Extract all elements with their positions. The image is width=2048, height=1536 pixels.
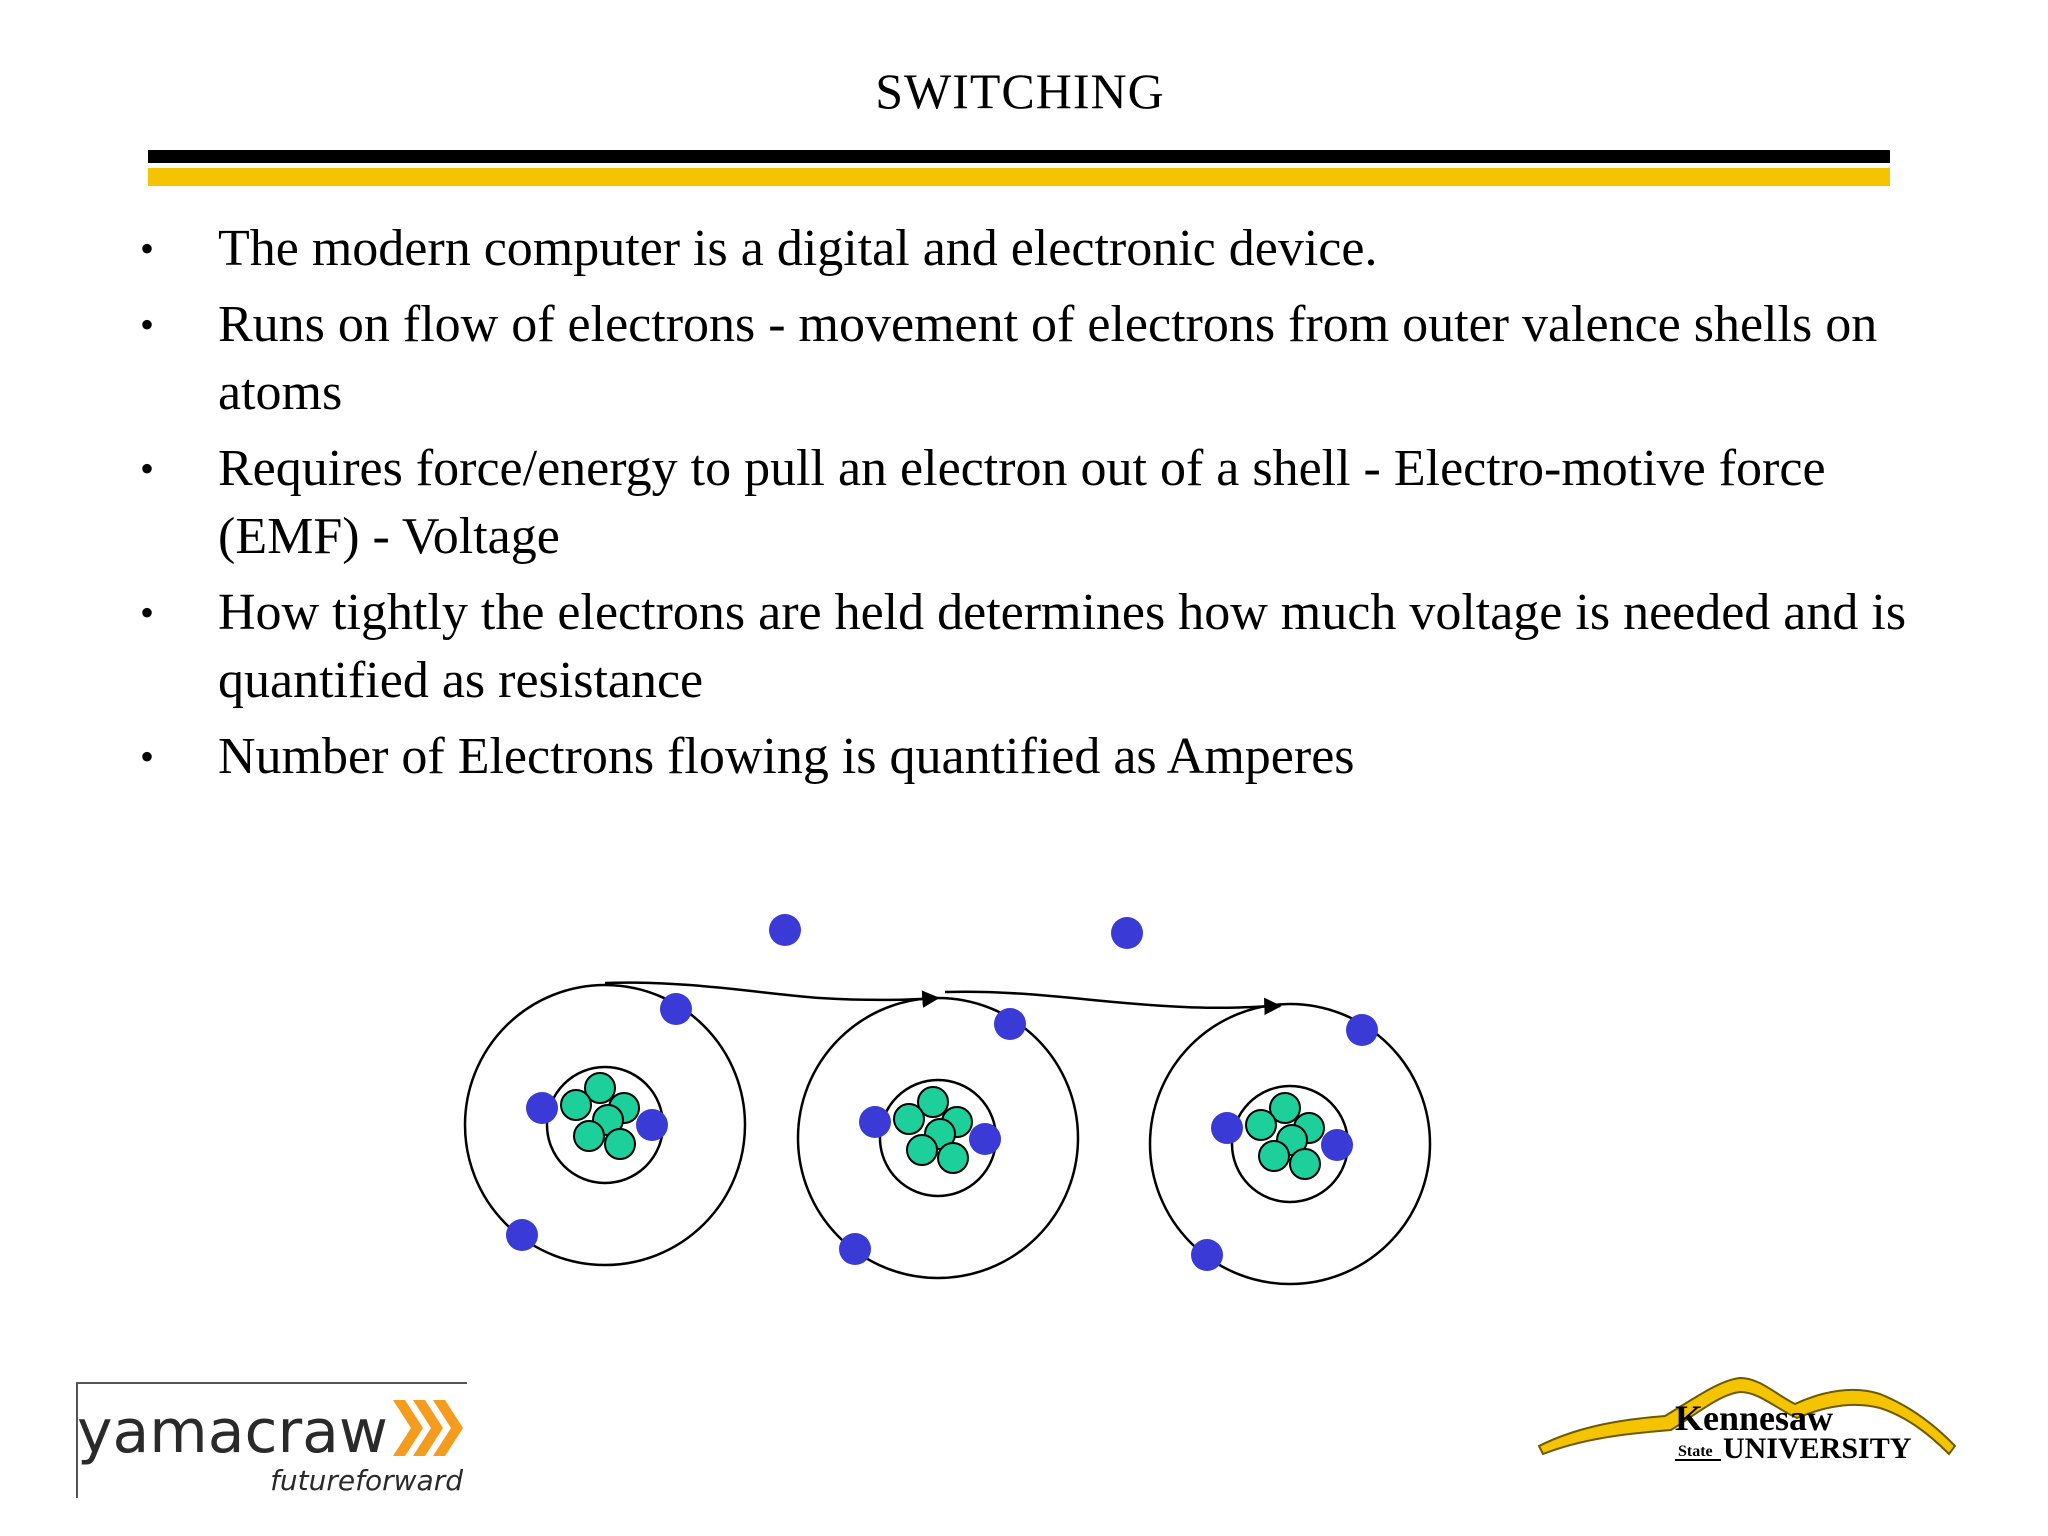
nucleon (894, 1104, 924, 1134)
ksu-line2: UNIVERSITY (1723, 1432, 1912, 1465)
bullet-text: Runs on flow of electrons - movement of electrons from outer valence shells on atoms (218, 296, 1878, 421)
bullet-list (140, 215, 1940, 799)
ksu-state: State (1678, 1443, 1713, 1460)
electron (969, 1123, 1001, 1155)
bullet-dot-icon: • (140, 734, 155, 779)
nucleon (1259, 1141, 1289, 1171)
electron (636, 1109, 668, 1141)
nucleon (1290, 1149, 1320, 1179)
nucleon (938, 1143, 968, 1173)
electron (506, 1219, 538, 1251)
yamacraw-wordmark: yamacraw (77, 1397, 388, 1467)
nucleon (561, 1090, 591, 1120)
electron (994, 1008, 1026, 1040)
electron (839, 1233, 871, 1265)
chevron-arrows-icon (393, 1400, 463, 1456)
yamacraw-logo (75, 1382, 475, 1498)
yamacraw-tagline: futureforward (270, 1464, 463, 1497)
bullet-item (140, 215, 1940, 283)
slide-title: SWITCHING (875, 63, 1165, 119)
bullet-item (140, 579, 1940, 715)
atom (1150, 1004, 1430, 1284)
header-rule-black (148, 150, 1890, 163)
free-electron (769, 914, 801, 946)
bullet-item (140, 723, 1940, 791)
electron (1346, 1014, 1378, 1046)
electron-flow-diagram (440, 890, 1460, 1310)
electron (1211, 1112, 1243, 1144)
electron (859, 1106, 891, 1138)
electron (526, 1092, 558, 1124)
bullet-text: Requires force/energy to pull an electron out of a shell - Electro-motive force (EMF) - Voltage (218, 440, 1826, 565)
bullet-dot-icon: • (140, 302, 155, 347)
nucleon (907, 1135, 937, 1165)
flow-arrow (605, 983, 938, 1000)
electron (660, 993, 692, 1025)
free-electron (1111, 917, 1143, 949)
atom (465, 985, 745, 1265)
nucleon (574, 1121, 604, 1151)
nucleon (1246, 1110, 1276, 1140)
bullet-dot-icon: • (140, 590, 155, 635)
ksu-line1: Kennesaw (1675, 1398, 1834, 1438)
electron (1321, 1129, 1353, 1161)
bullet-item (140, 291, 1940, 427)
bullet-text: Number of Electrons flowing is quantified as Amperes (218, 728, 1355, 785)
ksu-logo (1535, 1368, 1960, 1480)
nucleon (605, 1129, 635, 1159)
flow-arrow (945, 992, 1280, 1008)
bullet-text: The modern computer is a digital and electronic device. (218, 220, 1378, 277)
bullet-item (140, 435, 1940, 571)
bullet-dot-icon: • (140, 446, 155, 491)
header-rule-gold (148, 168, 1890, 186)
bullet-text: How tightly the electrons are held determines how much voltage is needed and is quantified as resistance (218, 584, 1907, 709)
atom (798, 998, 1078, 1278)
electron (1191, 1239, 1223, 1271)
bullet-dot-icon: • (140, 226, 155, 271)
